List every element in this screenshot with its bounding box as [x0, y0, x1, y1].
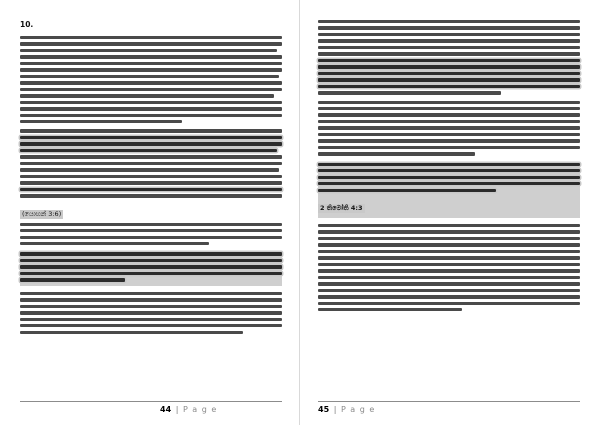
footer-separator: |	[175, 405, 179, 414]
text-line	[318, 289, 580, 292]
section-heading	[20, 20, 282, 30]
text-line	[318, 256, 580, 259]
text-line	[318, 243, 580, 246]
footer-separator: |	[333, 405, 337, 414]
page-number: 45	[318, 405, 330, 414]
highlighted-line	[20, 149, 277, 152]
text-line	[318, 263, 580, 266]
text-line	[318, 133, 580, 136]
page-number: 44	[160, 405, 172, 414]
highlighted-line	[318, 59, 580, 62]
text-line	[318, 146, 580, 149]
highlighted-line	[318, 163, 580, 166]
paragraph-3	[20, 292, 282, 334]
text-line	[20, 107, 282, 110]
scripture-reference: (යොහන් 3:6)	[22, 209, 62, 218]
page-footer	[318, 405, 375, 414]
text-line	[20, 181, 282, 184]
text-line	[20, 242, 209, 245]
text-line	[318, 152, 475, 155]
paragraph-2	[318, 101, 580, 156]
text-line	[20, 75, 279, 78]
text-line	[20, 101, 282, 104]
text-line	[20, 162, 282, 165]
page-44-content	[20, 20, 282, 340]
text-line	[20, 292, 282, 295]
text-line	[318, 302, 580, 305]
text-line	[318, 308, 462, 311]
text-line	[20, 223, 282, 226]
paragraph-1	[318, 20, 580, 95]
text-line	[318, 230, 580, 233]
text-line	[20, 324, 282, 327]
highlighted-line	[20, 278, 125, 281]
text-line	[318, 120, 580, 123]
page-footer	[160, 405, 217, 414]
text-line	[318, 113, 580, 116]
page-45	[300, 0, 600, 425]
text-line	[318, 33, 580, 36]
paragraph-3	[318, 224, 580, 311]
text-line	[20, 129, 282, 132]
text-line	[318, 282, 580, 285]
text-line	[318, 101, 580, 104]
text-line	[318, 224, 580, 227]
text-line	[20, 120, 182, 123]
text-line	[20, 42, 282, 45]
highlighted-line	[318, 78, 580, 81]
text-line	[318, 26, 580, 29]
text-line	[318, 139, 580, 142]
text-line	[20, 236, 282, 239]
highlighted-line	[20, 265, 282, 268]
footer-rule	[20, 401, 282, 402]
highlighted-paragraph	[20, 251, 282, 285]
highlighted-line	[318, 169, 580, 172]
text-line	[20, 175, 282, 178]
highlighted-line	[318, 85, 580, 88]
highlighted-line	[20, 259, 282, 262]
text-line	[20, 194, 282, 197]
text-line	[20, 318, 282, 321]
text-line	[318, 107, 580, 110]
text-line	[20, 81, 282, 84]
highlighted-line	[20, 142, 282, 145]
highlighted-line	[318, 72, 580, 75]
page-label: P a g e	[340, 405, 376, 414]
text-line	[20, 298, 282, 301]
highlighted-paragraph	[318, 162, 580, 218]
text-line	[20, 229, 282, 232]
text-line	[318, 91, 501, 94]
text-line	[20, 305, 282, 308]
highlighted-line	[318, 182, 580, 185]
text-line	[20, 114, 282, 117]
text-line	[318, 250, 580, 253]
text-line	[318, 269, 580, 272]
page-45-content	[318, 20, 580, 317]
page-label: P a g e	[182, 405, 218, 414]
text-line	[20, 68, 282, 71]
section-number: 10.	[20, 20, 34, 29]
footer-rule	[318, 401, 580, 402]
highlighted-line	[318, 65, 580, 68]
highlighted-line	[318, 176, 580, 179]
text-line	[20, 55, 282, 58]
text-line	[20, 94, 274, 97]
text-line	[318, 20, 580, 23]
paragraph-1	[20, 36, 282, 123]
text-line	[318, 276, 580, 279]
text-line	[20, 36, 282, 39]
highlighted-line	[20, 188, 282, 191]
highlighted-line	[20, 136, 282, 139]
text-line	[20, 88, 282, 91]
text-line	[318, 295, 580, 298]
text-line	[20, 155, 282, 158]
text-line	[318, 46, 580, 49]
text-line	[318, 52, 580, 55]
highlighted-line	[318, 189, 496, 192]
text-line	[318, 126, 580, 129]
highlighted-line	[20, 252, 282, 255]
scripture-reference: 2 තිමෝති 4:3	[320, 204, 363, 212]
text-line	[20, 62, 282, 65]
paragraph-2	[20, 129, 282, 245]
text-line	[20, 311, 282, 314]
text-line	[20, 49, 277, 52]
text-line	[318, 39, 580, 42]
text-line	[318, 237, 580, 240]
text-line	[20, 168, 279, 171]
text-line	[20, 331, 243, 334]
highlighted-line	[20, 272, 282, 275]
